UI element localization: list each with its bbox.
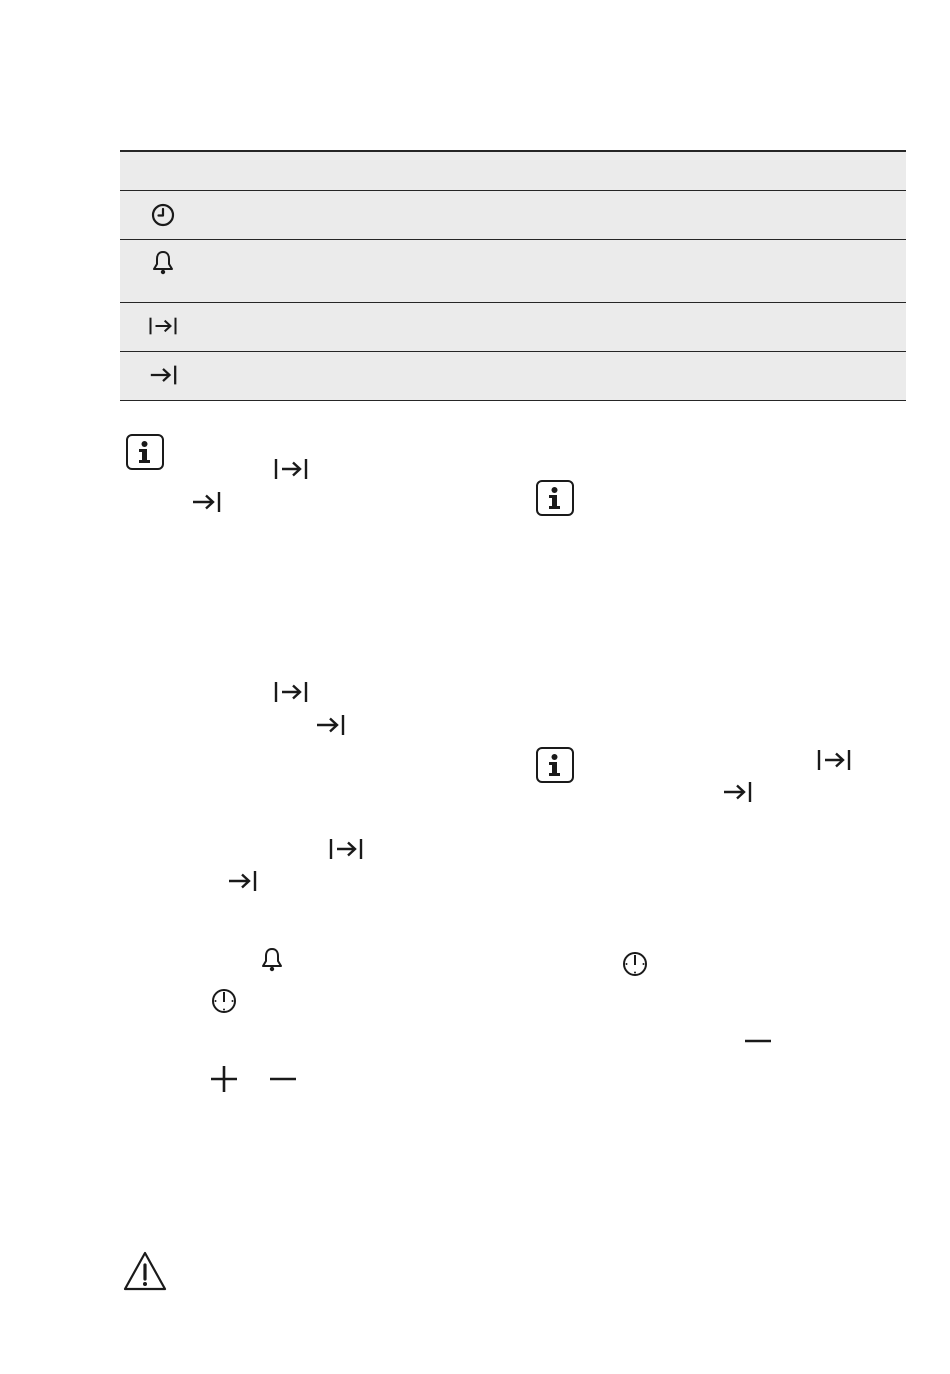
duration-icon bbox=[328, 836, 364, 862]
end-time-icon bbox=[314, 712, 346, 738]
end-time-icon bbox=[148, 360, 178, 390]
duration-icon bbox=[273, 456, 309, 482]
bell-icon bbox=[259, 946, 285, 974]
timer-knob-icon bbox=[621, 950, 649, 978]
info-icon bbox=[126, 434, 164, 470]
bell-icon bbox=[148, 248, 178, 278]
timer-knob-icon bbox=[210, 987, 238, 1015]
table-divider bbox=[120, 190, 906, 191]
warning-icon bbox=[122, 1250, 168, 1292]
duration-icon bbox=[273, 679, 309, 705]
end-time-icon bbox=[226, 868, 258, 894]
minus-icon bbox=[743, 1026, 773, 1056]
info-icon bbox=[536, 480, 574, 516]
table-divider bbox=[120, 239, 906, 240]
function-table bbox=[120, 150, 906, 401]
minus-icon bbox=[268, 1064, 298, 1094]
info-icon bbox=[536, 747, 574, 783]
end-time-icon bbox=[721, 779, 753, 805]
table-divider bbox=[120, 302, 906, 303]
clock-icon bbox=[148, 200, 178, 230]
end-time-icon bbox=[190, 489, 222, 515]
duration-icon bbox=[816, 747, 852, 773]
duration-icon bbox=[148, 311, 178, 341]
plus-icon bbox=[209, 1064, 239, 1094]
table-divider bbox=[120, 351, 906, 352]
